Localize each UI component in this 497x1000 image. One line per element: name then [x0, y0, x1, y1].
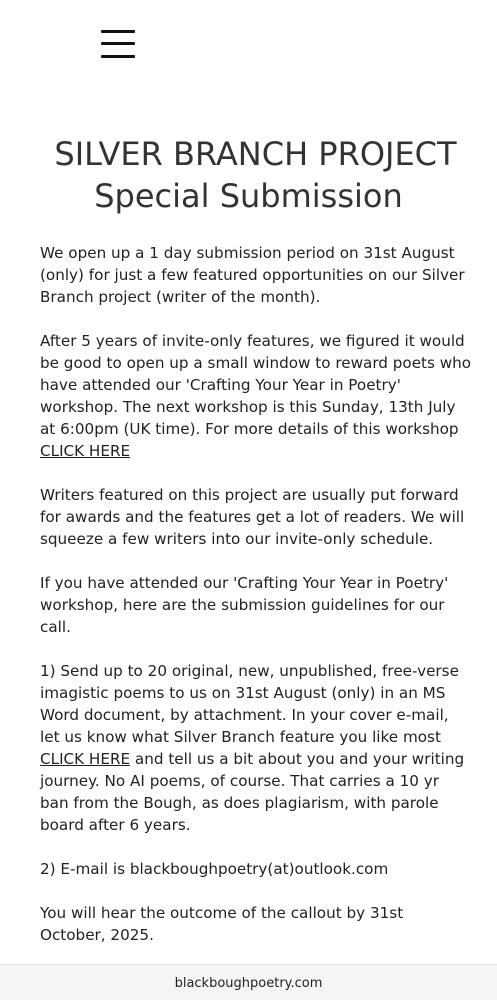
domain-label: blackboughpoetry.com — [174, 976, 323, 991]
page-title: SILVER BRANCH PROJECT — [54, 135, 457, 173]
article-body — [40, 242, 472, 968]
menu-bar-top — [101, 30, 135, 33]
paragraph-outcome: You will hear the outcome of the callout by 31st October, 2025. — [40, 904, 404, 944]
menu-bar-middle — [101, 42, 135, 45]
paragraph-workshop — [40, 330, 472, 462]
workshop-details-link[interactable]: CLICK HERE — [40, 442, 131, 460]
silver-branch-feature-link[interactable]: CLICK HERE — [40, 750, 131, 768]
paragraph-guideline-1 — [40, 660, 472, 836]
paragraph-writers: Writers featured on this project are usually put forward for awards and the features get a lot of readers. We will squeeze a few writers into our invite-only schedule. — [40, 486, 465, 548]
paragraph-guideline-2: 2) E-mail is blackboughpoetry(at)outlook.com — [40, 860, 389, 878]
paragraph-intro: We open up a 1 day submission period on 31st August (only) for just a few featured opportunities on our Silver Branch project (writer of the month). — [40, 244, 465, 306]
browser-address-bar[interactable] — [0, 964, 497, 1000]
menu-bar-bottom — [101, 55, 135, 58]
paragraph-workshop-text: After 5 years of invite-only features, we figured it would be good to open up a small window to reward poets who have attended our 'Crafting Your Year in Poetry' workshop. The next workshop is this Sunday, 13th July at 6:00pm (UK time). For more details of this workshop — [40, 332, 472, 438]
guideline-1-text-before: 1) Send up to 20 original, new, unpublished, free-verse imagistic poems to us on 31st August (only) in an MS Word document, by attachment. In your cover e-mail, let us know what Silver Branch feature you like most — [40, 662, 459, 746]
paragraph-guidelines-intro: If you have attended our 'Crafting Your Year in Poetry' workshop, here are the submission guidelines for our call. — [40, 574, 449, 636]
guideline-1-text-after: and tell us a bit about you and your writing journey. No AI poems, of course. That carries a 10 yr ban from the Bough, as does plagiarism, with parole board after 6 years. — [40, 750, 465, 834]
page-subtitle: Special Submission — [94, 177, 403, 215]
hamburger-menu-icon[interactable] — [101, 28, 135, 60]
